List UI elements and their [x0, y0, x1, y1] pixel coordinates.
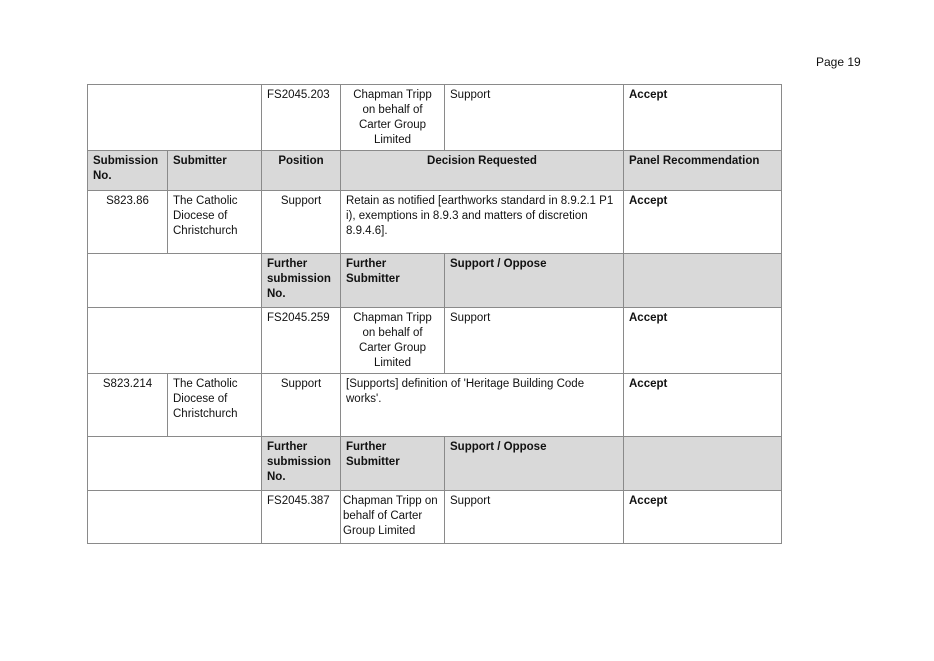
further-submission-number: FS2045.203 [262, 85, 341, 151]
header-decision-requested: Decision Requested [341, 151, 624, 191]
further-submission-number: FS2045.387 [262, 491, 341, 544]
submitter-name: The Catholic Diocese of Christchurch [168, 374, 262, 437]
table-row [88, 191, 782, 254]
header-support-oppose: Support / Oppose [445, 437, 624, 491]
submission-position: Support [262, 374, 341, 437]
decision-requested-text: [Supports] definition of 'Heritage Building Code works'. [341, 374, 624, 437]
further-support-oppose: Support [445, 308, 624, 374]
further-header-row [88, 254, 782, 308]
further-submission-number: FS2045.259 [262, 308, 341, 374]
table-row [88, 85, 782, 151]
empty-cell [88, 308, 262, 374]
header-further-submission-no: Further submission No. [262, 437, 341, 491]
table-row [88, 374, 782, 437]
panel-recommendation-value: Accept [624, 191, 782, 254]
further-support-oppose: Support [445, 491, 624, 544]
further-support-oppose: Support [445, 85, 624, 151]
page-number: Page 19 [816, 55, 861, 69]
header-further-submitter: Further Submitter [341, 437, 445, 491]
further-submitter-name: Chapman Tripp on behalf of Carter Group Limited [341, 85, 445, 151]
empty-cell [624, 437, 782, 491]
submission-number: S823.214 [88, 374, 168, 437]
empty-cell [88, 254, 262, 308]
empty-cell [88, 85, 262, 151]
submission-position: Support [262, 191, 341, 254]
panel-recommendation-value: Accept [624, 308, 782, 374]
empty-cell [88, 491, 262, 544]
table-row [88, 308, 782, 374]
empty-cell [88, 437, 262, 491]
further-submitter-name: Chapman Tripp on behalf of Carter Group Limited [341, 491, 445, 544]
decision-requested-text: Retain as notified [earthworks standard in 8.9.2.1 P1 i), exemptions in 8.9.3 and matters of discretion 8.9.4.6]. [341, 191, 624, 254]
header-support-oppose: Support / Oppose [445, 254, 624, 308]
empty-cell [624, 254, 782, 308]
further-submitter-name: Chapman Tripp on behalf of Carter Group Limited [341, 308, 445, 374]
header-submitter: Submitter [168, 151, 262, 191]
submitter-name: The Catholic Diocese of Christchurch [168, 191, 262, 254]
submission-number: S823.86 [88, 191, 168, 254]
submissions-table [87, 84, 782, 544]
header-further-submitter: Further Submitter [341, 254, 445, 308]
table-header-row [88, 151, 782, 191]
panel-recommendation-value: Accept [624, 491, 782, 544]
header-submission-no: Submission No. [88, 151, 168, 191]
header-panel-recommendation: Panel Recommendation [624, 151, 782, 191]
header-further-submission-no: Further submission No. [262, 254, 341, 308]
header-position: Position [262, 151, 341, 191]
panel-recommendation-value: Accept [624, 85, 782, 151]
table-row [88, 491, 782, 544]
panel-recommendation-value: Accept [624, 374, 782, 437]
further-header-row [88, 437, 782, 491]
